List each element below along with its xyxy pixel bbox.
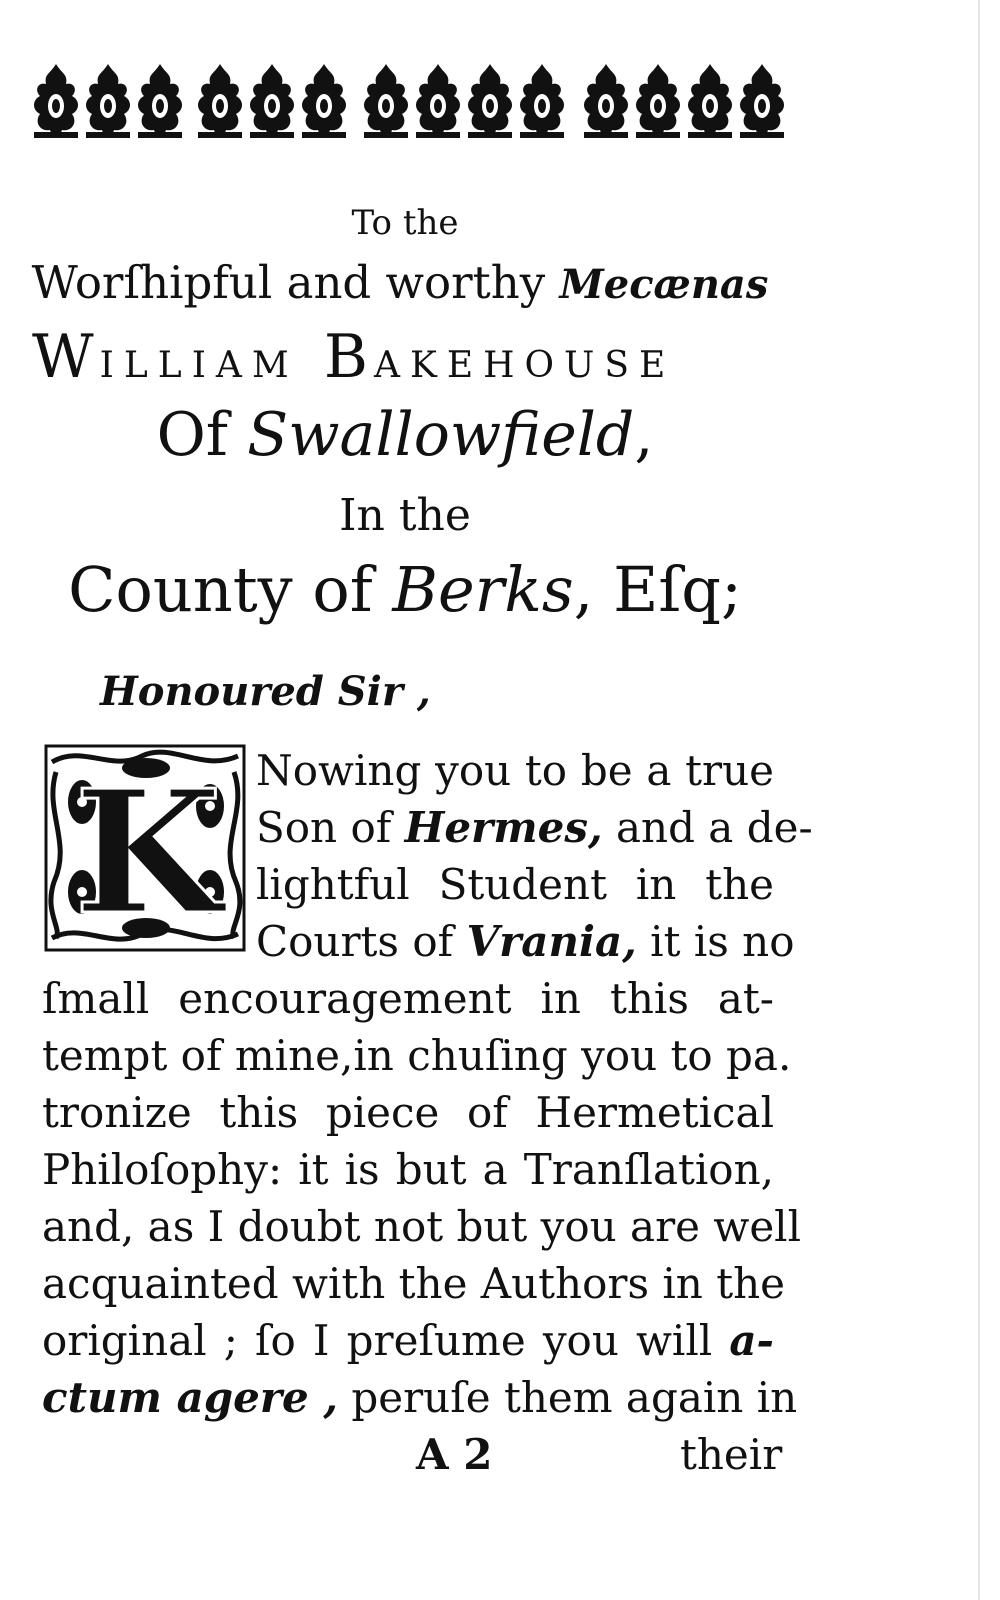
body-line-11 <box>42 1312 774 1369</box>
ornamental-dropcap <box>42 742 248 954</box>
heading-in-the: In the <box>339 490 471 541</box>
body-line-7: tronize this piece of Hermetical <box>42 1088 774 1137</box>
body-line-3: lightful Student in the <box>256 860 774 909</box>
catchword: their <box>680 1430 783 1479</box>
name-first-rest: ILLIAM <box>99 345 299 386</box>
body-line-8: Philoſophy: it is but a Tranſlation, <box>42 1145 774 1194</box>
heading-maecenas: Mecænas <box>559 261 769 308</box>
page-edge <box>978 0 980 1600</box>
body-line-4-c: it is no <box>650 917 795 966</box>
heading-esq: , Eſq; <box>573 553 742 626</box>
body-line-9: and, as I doubt not but you are well <box>42 1202 802 1251</box>
body-line-4-vrania: Vrania, <box>466 917 637 966</box>
body-line-11-b: a- <box>729 1316 774 1365</box>
heading-worshipful-text: Worſhipful and worthy <box>31 256 546 309</box>
body-line-5: ſmall encouragement in this at- <box>42 974 774 1023</box>
body-line-11-a: original ; ſo I preſume you will <box>42 1316 713 1365</box>
body-line-4-a: Courts of <box>256 917 454 966</box>
heading-place: Swallowfield <box>247 400 635 470</box>
salutation: Honoured Sir , <box>100 668 431 715</box>
body-line-2-a: Son of <box>256 803 392 852</box>
body-line-2-c: and a de- <box>615 803 813 852</box>
ornament-band <box>30 62 790 140</box>
heading-county-text: County of <box>68 553 373 626</box>
body-line-4 <box>256 913 795 970</box>
body-line-2 <box>256 799 813 856</box>
body-line-1: Nowing you to be a true <box>256 746 774 795</box>
name-last-rest: AKEHOUSE <box>373 345 676 386</box>
body-line-12 <box>42 1369 798 1426</box>
signature-mark: A 2 <box>416 1430 493 1479</box>
heading-of: Of <box>156 400 229 470</box>
heading-name <box>32 322 772 392</box>
body-line-2-hermes: Hermes, <box>404 803 603 852</box>
name-first-initial: W <box>32 322 100 392</box>
heading-of-place <box>0 400 810 470</box>
body-line-10: acquainted with the Authors in the <box>42 1259 785 1308</box>
heading-worshipful <box>0 256 800 309</box>
body-line-12-b: peruſe them again in <box>351 1373 798 1422</box>
heading-county-name: Berks <box>392 553 574 626</box>
body-line-6: tempt of mine,in chuſing you to pa. <box>42 1031 792 1080</box>
dropcap-letter: K <box>74 753 222 953</box>
heading-to-the: To the <box>351 203 459 243</box>
name-last-initial: B <box>323 322 374 392</box>
heading-place-comma: , <box>634 400 654 470</box>
heading-county <box>0 553 810 626</box>
body-line-12-a: ctum agere , <box>42 1373 338 1422</box>
